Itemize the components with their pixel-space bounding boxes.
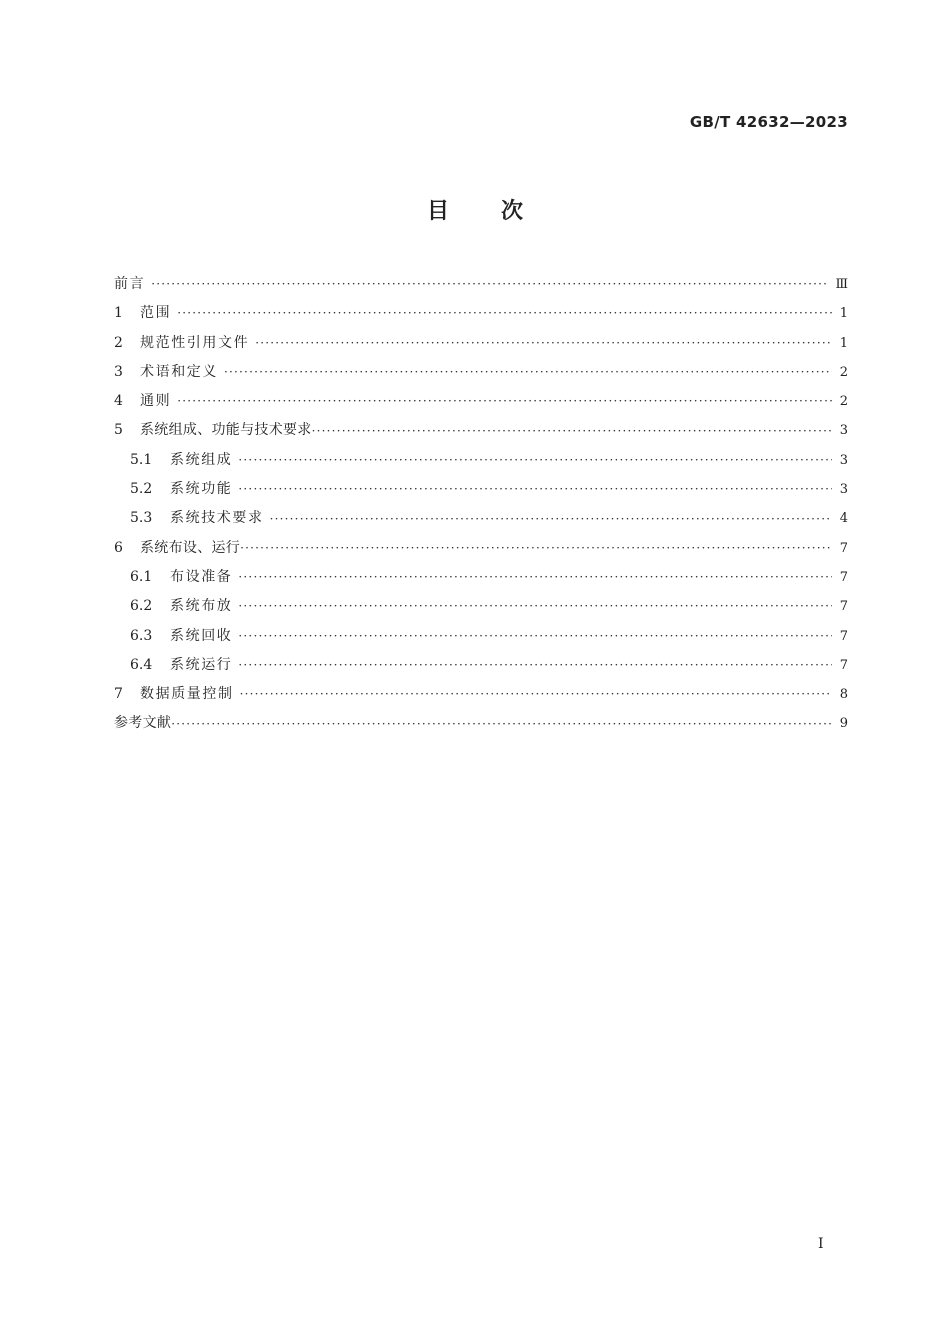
- toc-entry-2[interactable]: [114, 329, 848, 358]
- toc-leader-dots: [238, 592, 832, 621]
- toc-leader-dots: [171, 710, 832, 739]
- toc-entry-label: 系统组成、功能与技术要求: [140, 422, 312, 439]
- toc-leader-dots: [238, 651, 832, 680]
- toc-entry-page: 3: [839, 423, 848, 439]
- toc-entry-label: 布设准备: [170, 568, 233, 585]
- toc-entry-label: 系统组成: [170, 451, 233, 468]
- toc-entry-page: 3: [839, 482, 848, 498]
- toc-entry-page: 4: [839, 511, 848, 527]
- toc-entry-label: 数据质量控制: [140, 686, 234, 703]
- toc-entry-label: 术语和定义: [140, 363, 218, 380]
- toc-title: [0, 194, 950, 225]
- toc-entry-number: 6: [114, 539, 123, 556]
- toc-entry-label: 系统布放: [170, 598, 233, 615]
- toc-leader-dots: [177, 387, 832, 416]
- toc-title-part1: 目: [426, 199, 449, 224]
- toc-entry-number: 7: [114, 686, 123, 703]
- toc-entry-5-2[interactable]: [114, 475, 848, 504]
- toc-entry-6[interactable]: [114, 534, 848, 563]
- toc-entry-number: 5.2: [130, 481, 153, 498]
- toc-leader-dots: [238, 563, 832, 592]
- standard-code: GB/T 42632—2023: [689, 113, 848, 131]
- toc-entry-page: 9: [839, 716, 848, 732]
- toc-entry-number: 4: [114, 393, 123, 410]
- toc-entry-page: 7: [839, 569, 848, 585]
- toc-entry-page: 2: [839, 394, 848, 410]
- toc-entry-6-1[interactable]: [114, 563, 848, 592]
- toc-entry-6-3[interactable]: [114, 622, 848, 651]
- toc-entry-4[interactable]: [114, 387, 848, 416]
- toc-entry-5-3[interactable]: [114, 504, 848, 533]
- toc-entry-6-4[interactable]: [114, 651, 848, 680]
- toc-leader-dots: [151, 270, 829, 299]
- toc-leader-dots: [255, 329, 832, 358]
- toc-entry-bibliography[interactable]: [114, 709, 848, 738]
- toc-entry-label: 系统回收: [170, 627, 233, 644]
- toc-entry-label: 系统功能: [170, 481, 233, 498]
- toc-entry-number: 5.1: [130, 451, 153, 468]
- toc-entry-label: 前言: [114, 276, 146, 292]
- toc-leader-dots: [238, 475, 832, 504]
- toc-entry-number: 1: [114, 305, 123, 322]
- toc-entry-label: 系统运行: [170, 656, 233, 673]
- toc-leader-dots: [238, 446, 832, 475]
- toc-entry-label: 范围: [140, 305, 172, 322]
- toc-entry-number: 6.4: [130, 656, 153, 673]
- toc-entry-number: 2: [114, 334, 123, 351]
- toc-leader-dots: [224, 358, 832, 387]
- toc-leader-dots: [238, 622, 832, 651]
- toc-entry-number: 6.3: [130, 627, 153, 644]
- toc-entry-page: 8: [839, 687, 848, 703]
- toc-list: [114, 270, 848, 739]
- toc-entry-page: 1: [839, 335, 848, 351]
- toc-entry-label: 系统技术要求: [170, 510, 264, 527]
- toc-entry-foreword[interactable]: [114, 270, 848, 299]
- toc-entry-page: Ⅲ: [835, 277, 848, 292]
- toc-entry-number: 3: [114, 363, 123, 380]
- toc-entry-number: 5.3: [130, 510, 153, 527]
- toc-entry-5[interactable]: [114, 416, 848, 445]
- toc-entry-7[interactable]: [114, 680, 848, 709]
- toc-entry-5-1[interactable]: [114, 446, 848, 475]
- toc-entry-page: 2: [839, 364, 848, 380]
- toc-entry-label: 参考文献: [114, 715, 172, 732]
- toc-leader-dots: [240, 680, 832, 709]
- toc-entry-page: 3: [839, 452, 848, 468]
- toc-entry-1[interactable]: [114, 299, 848, 328]
- toc-entry-number: 6.1: [130, 568, 153, 585]
- toc-entry-6-2[interactable]: [114, 592, 848, 621]
- toc-entry-3[interactable]: [114, 358, 848, 387]
- page-number: I: [818, 1236, 824, 1252]
- toc-entry-page: 7: [839, 657, 848, 673]
- toc-entry-label: 通则: [140, 393, 172, 410]
- toc-leader-dots: [177, 299, 832, 328]
- toc-entry-label: 系统布设、运行: [140, 539, 241, 556]
- toc-entry-page: 7: [839, 599, 848, 615]
- toc-entry-page: 1: [839, 306, 848, 322]
- toc-entry-number: 6.2: [130, 598, 153, 615]
- toc-leader-dots: [312, 417, 832, 446]
- toc-entry-label: 规范性引用文件: [140, 334, 250, 351]
- toc-leader-dots: [270, 505, 832, 534]
- toc-entry-number: 5: [114, 422, 123, 439]
- toc-title-part2: 次: [501, 199, 524, 224]
- toc-leader-dots: [240, 534, 832, 563]
- toc-entry-page: 7: [839, 628, 848, 644]
- toc-entry-page: 7: [839, 540, 848, 556]
